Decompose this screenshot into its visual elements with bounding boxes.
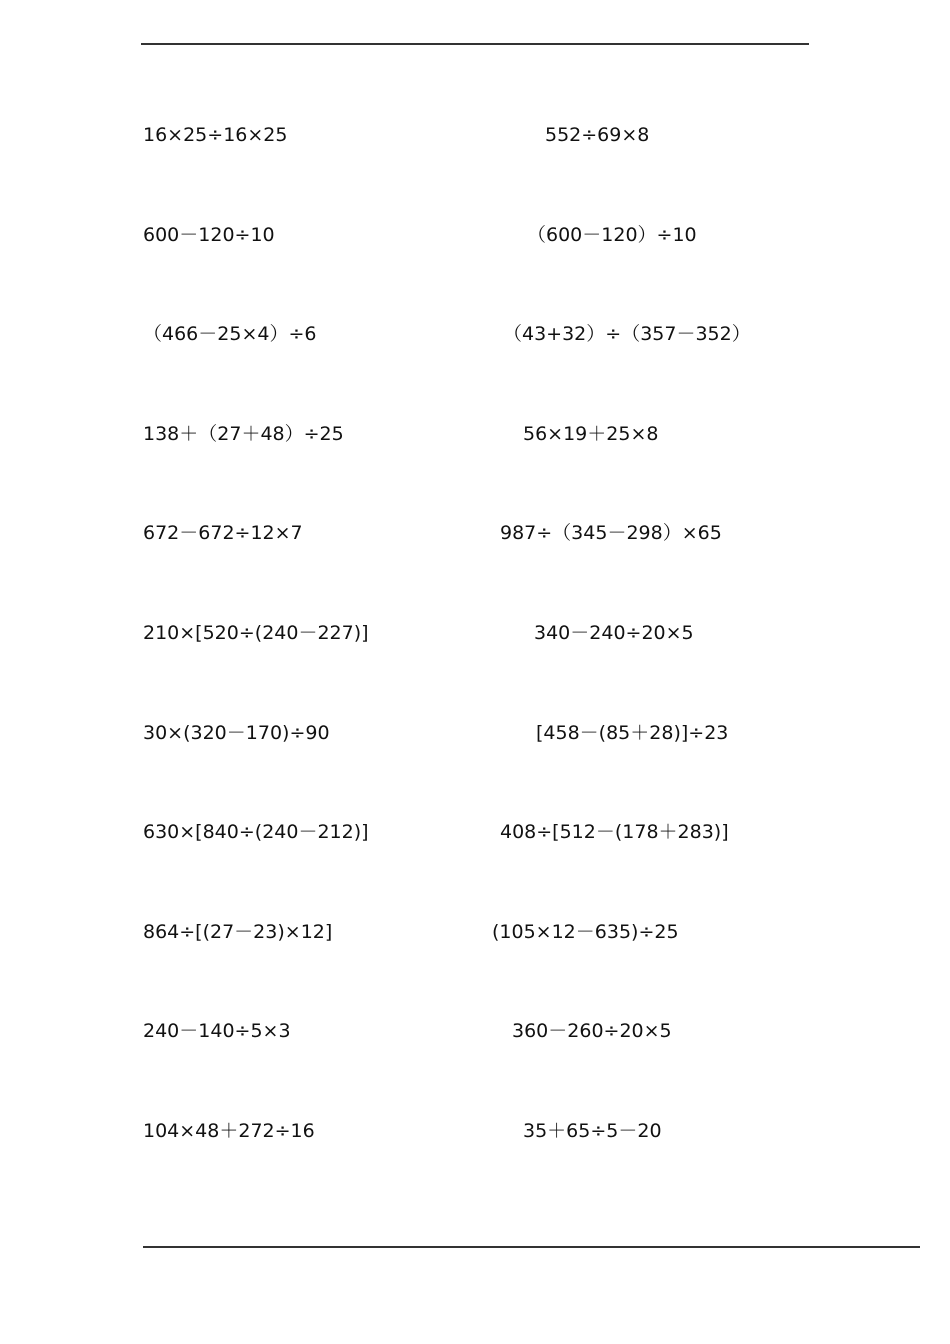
expression-4-right: 56×19＋25×8	[523, 423, 659, 445]
expression-7-left: 30×(320－170)÷90	[143, 722, 330, 744]
expression-6-right: 340－240÷20×5	[534, 622, 694, 644]
expression-1-right: 552÷69×8	[545, 124, 650, 146]
expression-8-left: 630×[840÷(240－212)]	[143, 821, 369, 843]
expression-2-left: 600－120÷10	[143, 224, 275, 246]
expression-3-right: （43+32）÷（357－352）	[503, 323, 751, 345]
expression-8-right: 408÷[512－(178＋283)]	[500, 821, 729, 843]
expression-10-right: 360－260÷20×5	[512, 1020, 672, 1042]
expression-10-left: 240－140÷5×3	[143, 1020, 291, 1042]
expression-11-left: 104×48＋272÷16	[143, 1120, 315, 1142]
expression-11-right: 35＋65÷5－20	[523, 1120, 662, 1142]
expression-1-left: 16×25÷16×25	[143, 124, 288, 146]
expression-9-right: (105×12－635)÷25	[492, 921, 679, 943]
bottom-divider	[143, 1246, 920, 1248]
expression-2-right: （600－120）÷10	[527, 224, 697, 246]
expression-6-left: 210×[520÷(240－227)]	[143, 622, 369, 644]
expression-4-left: 138＋（27＋48）÷25	[143, 423, 344, 445]
expression-7-right: [458－(85＋28)]÷23	[536, 722, 729, 744]
expression-9-left: 864÷[(27－23)×12]	[143, 921, 333, 943]
expression-5-left: 672－672÷12×7	[143, 522, 303, 544]
expression-5-right: 987÷（345－298）×65	[500, 522, 722, 544]
expression-3-left: （466－25×4）÷6	[143, 323, 317, 345]
top-divider	[141, 43, 809, 45]
